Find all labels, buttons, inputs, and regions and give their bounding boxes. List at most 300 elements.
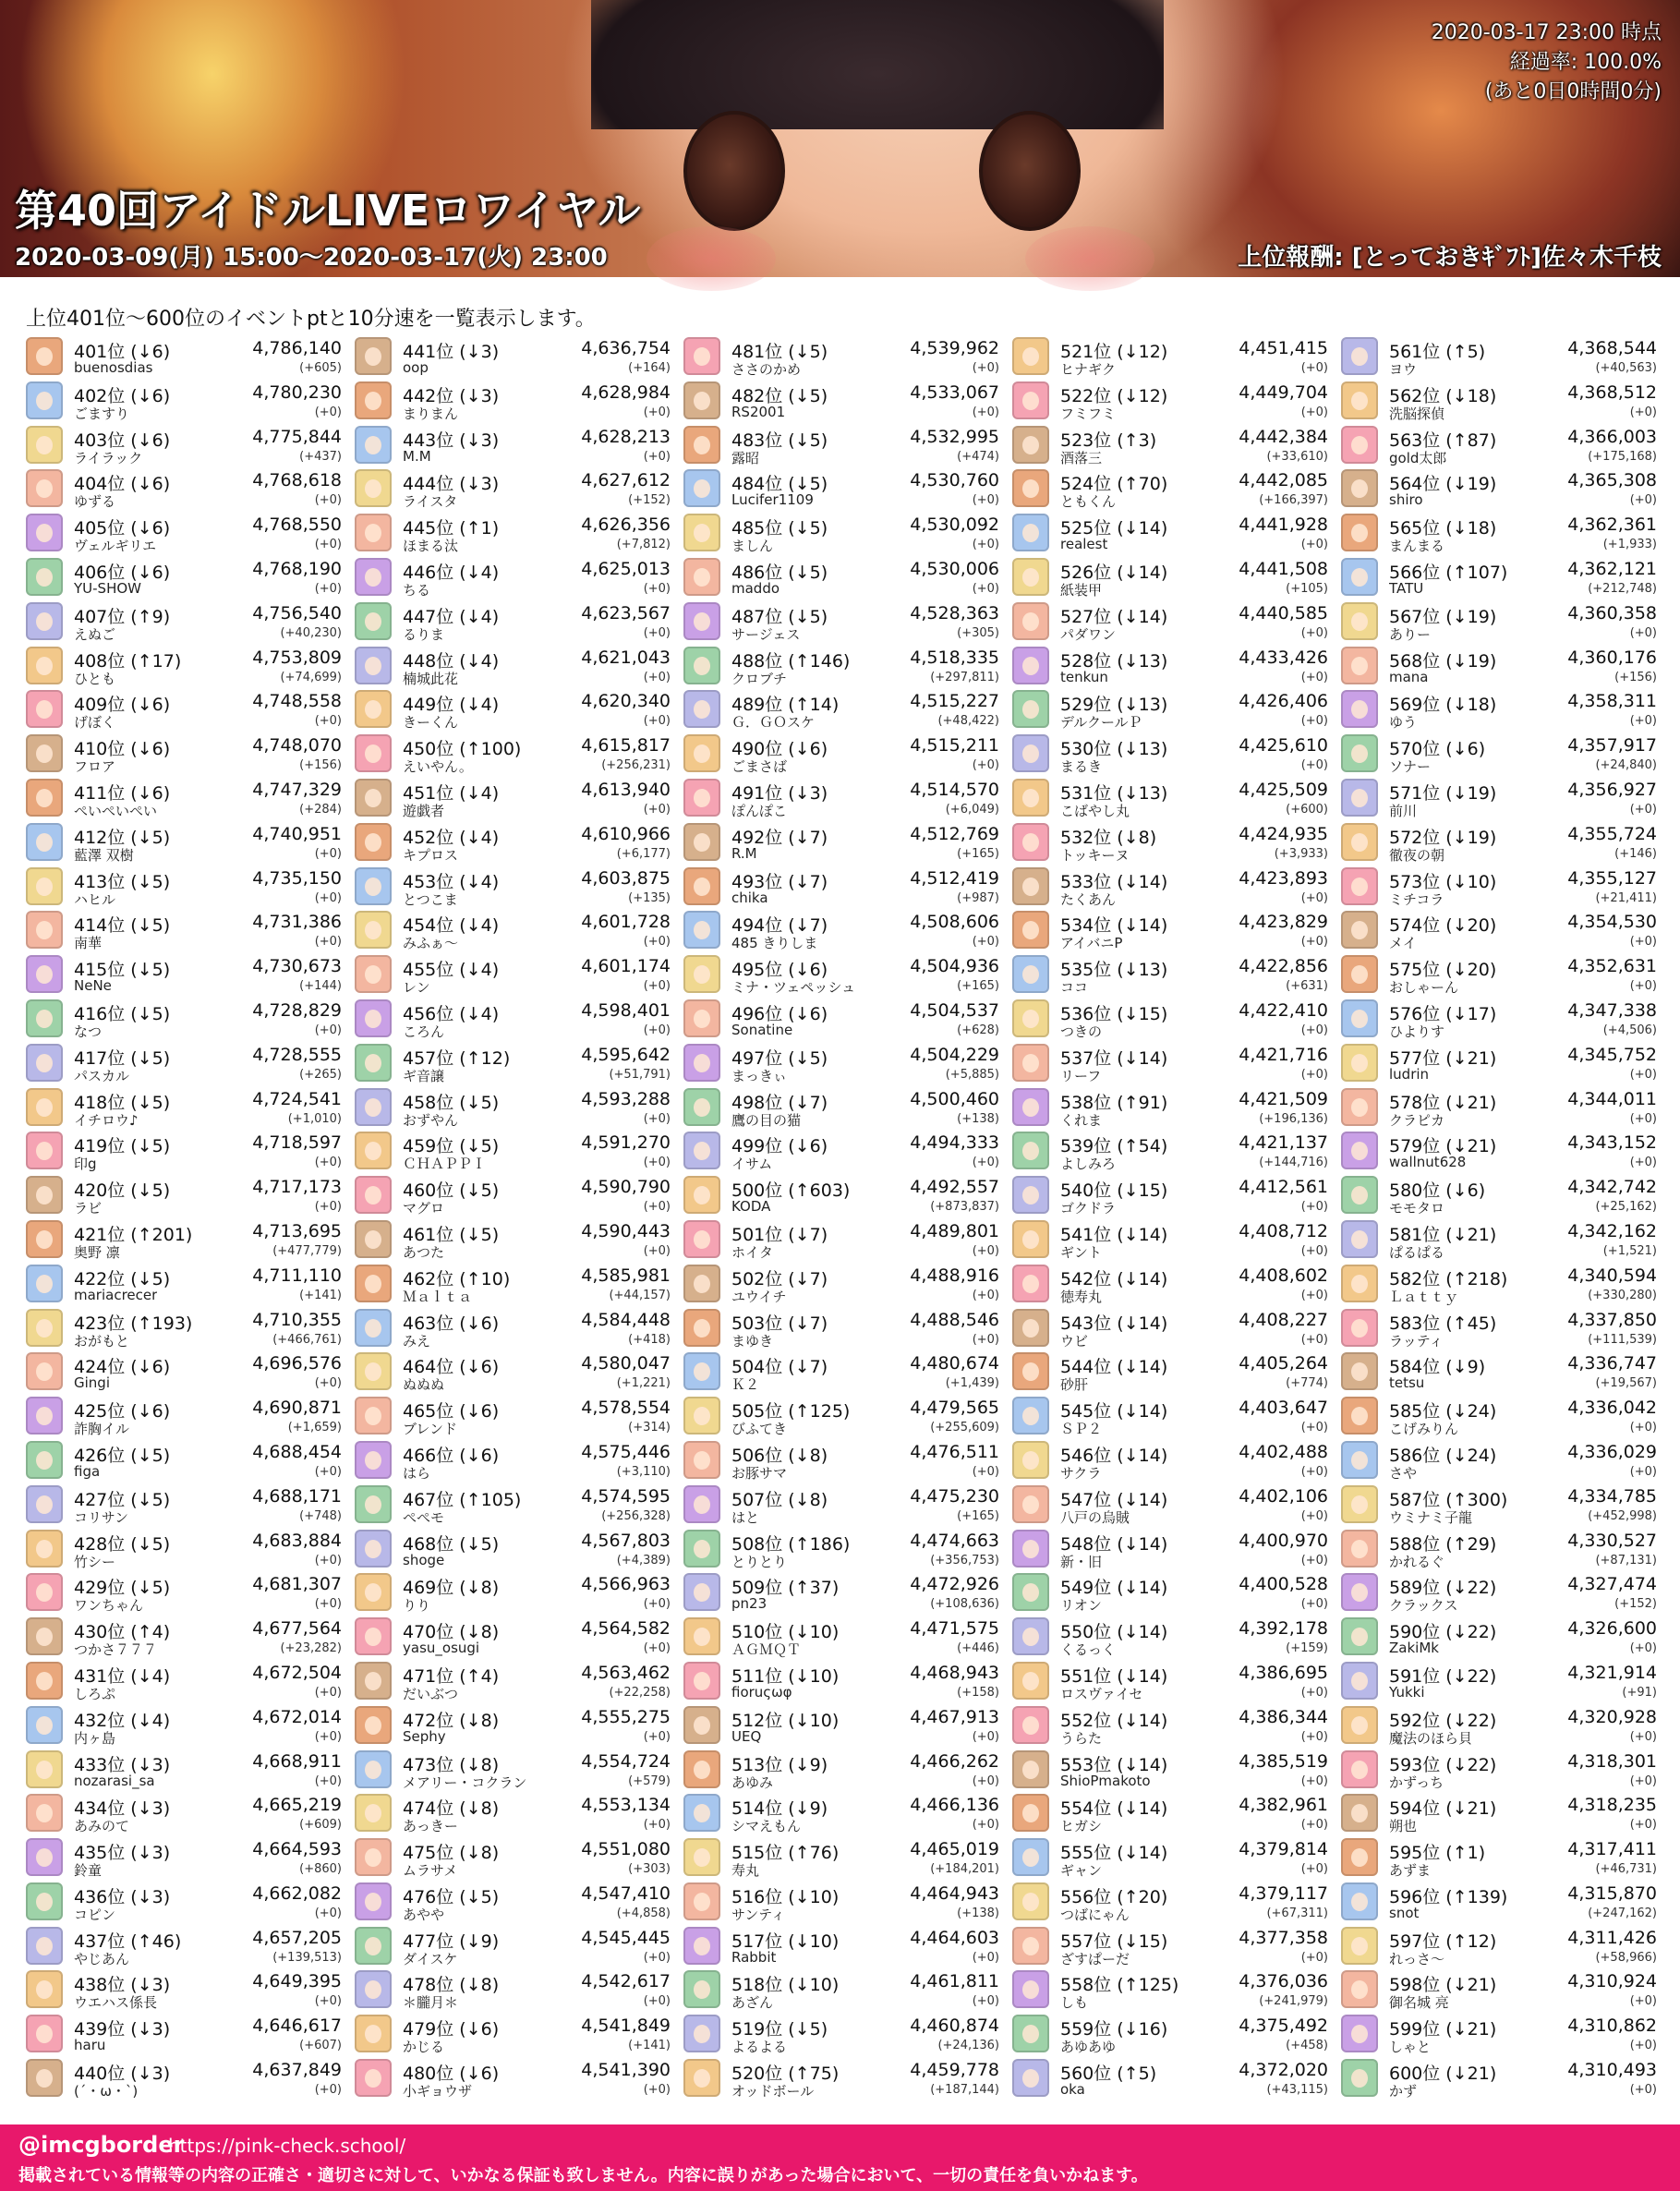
ten-minute-speed: (+0) bbox=[314, 1729, 342, 1744]
idol-avatar-icon bbox=[355, 1132, 392, 1169]
ranking-entry bbox=[22, 1262, 344, 1306]
ranking-entry bbox=[1009, 1527, 1330, 1571]
ranking-entry bbox=[351, 1659, 672, 1703]
event-points: 4,400,970 bbox=[1239, 1530, 1328, 1551]
ranking-entry bbox=[22, 1041, 344, 1085]
idol-avatar-icon bbox=[26, 1397, 63, 1434]
producer-name: tetsu bbox=[1389, 1374, 1425, 1392]
ranking-entry bbox=[351, 1483, 672, 1527]
event-points: 4,423,829 bbox=[1239, 912, 1328, 933]
idol-avatar-icon bbox=[1341, 1750, 1378, 1788]
ten-minute-speed: (+212,748) bbox=[1588, 581, 1657, 596]
ten-minute-speed: (+111,539) bbox=[1588, 1332, 1657, 1347]
event-points: 4,440,585 bbox=[1239, 602, 1328, 623]
ranking-entry bbox=[1009, 1924, 1330, 1968]
rank-label: 452位 (↓4) bbox=[403, 827, 500, 848]
rank-label: 426位 (↓5) bbox=[74, 1445, 171, 1466]
producer-name: イチロウ♪ bbox=[74, 1111, 139, 1129]
producer-name: snot bbox=[1389, 1904, 1420, 1921]
event-points: 4,489,801 bbox=[910, 1220, 999, 1241]
rank-label: 432位 (↓4) bbox=[74, 1710, 171, 1731]
rank-label: 414位 (↓5) bbox=[74, 915, 171, 937]
producer-name: ウビ bbox=[1060, 1332, 1089, 1350]
idol-avatar-icon bbox=[355, 1838, 392, 1876]
ten-minute-speed: (+0) bbox=[1629, 2083, 1657, 2098]
ten-minute-speed: (+466,761) bbox=[272, 1332, 342, 1347]
ten-minute-speed: (+0) bbox=[1629, 1641, 1657, 1656]
ten-minute-speed: (+873,837) bbox=[930, 1200, 999, 1215]
producer-name: ロスヴァイセ bbox=[1060, 1685, 1143, 1702]
idol-avatar-icon bbox=[26, 647, 63, 684]
idol-avatar-icon bbox=[1341, 1397, 1378, 1434]
rank-label: 463位 (↓6) bbox=[403, 1313, 500, 1334]
event-points: 4,515,227 bbox=[910, 691, 999, 712]
event-points: 4,574,595 bbox=[581, 1485, 671, 1507]
idol-avatar-icon bbox=[1341, 1706, 1378, 1744]
ranking-entry bbox=[351, 1924, 672, 1968]
ten-minute-speed: (+0) bbox=[643, 979, 671, 994]
idol-avatar-icon bbox=[1341, 823, 1378, 861]
ten-minute-speed: (+0) bbox=[972, 1950, 999, 1965]
ten-minute-speed: (+860) bbox=[299, 1862, 342, 1877]
idol-avatar-icon bbox=[1341, 2059, 1378, 2097]
ten-minute-speed: (+144) bbox=[299, 979, 342, 994]
producer-name: さや bbox=[1389, 1464, 1418, 1482]
rank-label: 473位 (↓8) bbox=[403, 1754, 500, 1775]
ranking-entry bbox=[1337, 1041, 1659, 1085]
producer-name: まるき bbox=[1060, 758, 1103, 776]
producer-name: れっさ〜 bbox=[1389, 1950, 1445, 1967]
producer-name: chika bbox=[731, 889, 768, 906]
event-points: 4,711,110 bbox=[252, 1265, 342, 1286]
intro-text: 上位401位〜600位のイベントptと10分速を一覧表示します。 bbox=[26, 308, 596, 331]
event-points: 4,585,981 bbox=[581, 1265, 671, 1286]
ranking-entry bbox=[22, 1085, 344, 1130]
ten-minute-speed: (+314) bbox=[628, 1421, 671, 1435]
producer-name: あゆあゆ bbox=[1060, 2039, 1117, 2056]
producer-name: リオン bbox=[1060, 1597, 1102, 1615]
event-points: 4,696,576 bbox=[252, 1353, 342, 1374]
ranking-entry bbox=[680, 997, 1001, 1041]
event-points: 4,460,874 bbox=[910, 2015, 999, 2037]
rank-label: 566位 (↑107) bbox=[1389, 562, 1508, 583]
event-points: 4,677,564 bbox=[252, 1618, 342, 1640]
rank-label: 556位 (↑20) bbox=[1060, 1886, 1168, 1907]
event-points: 4,379,117 bbox=[1239, 1882, 1328, 1904]
rank-label: 422位 (↓5) bbox=[74, 1268, 171, 1289]
idol-avatar-icon bbox=[1012, 1176, 1049, 1214]
producer-name: ぽんぽこ bbox=[731, 802, 788, 819]
ranking-entry bbox=[351, 1967, 672, 2012]
ten-minute-speed: (+0) bbox=[972, 935, 999, 950]
idol-avatar-icon bbox=[1341, 999, 1378, 1037]
ten-minute-speed: (+0) bbox=[643, 449, 671, 464]
twitter-account-link[interactable]: @imcgborder bbox=[18, 2132, 185, 2158]
idol-avatar-icon bbox=[1012, 823, 1049, 861]
ten-minute-speed: (+0) bbox=[314, 1553, 342, 1568]
ten-minute-speed: (+0) bbox=[1629, 1067, 1657, 1082]
ten-minute-speed: (+0) bbox=[643, 2083, 671, 2098]
event-points: 4,625,013 bbox=[581, 558, 671, 579]
ten-minute-speed: (+452,998) bbox=[1588, 1508, 1657, 1523]
ranking-entry bbox=[680, 2012, 1001, 2056]
ranking-entry bbox=[351, 776, 672, 820]
event-points: 4,356,927 bbox=[1567, 779, 1657, 800]
ranking-entry bbox=[22, 1791, 344, 1835]
idol-avatar-icon bbox=[1012, 734, 1049, 772]
ten-minute-speed: (+0) bbox=[1300, 1067, 1328, 1082]
event-points: 4,566,963 bbox=[581, 1574, 671, 1595]
event-points: 4,326,600 bbox=[1567, 1618, 1657, 1640]
ranking-entry bbox=[1337, 1438, 1659, 1483]
idol-avatar-icon bbox=[1012, 1352, 1049, 1390]
event-points: 4,405,264 bbox=[1239, 1353, 1328, 1374]
ranking-column bbox=[680, 334, 1001, 2100]
ranking-entry bbox=[680, 1791, 1001, 1835]
ranking-entry bbox=[351, 379, 672, 423]
ten-minute-speed: (+0) bbox=[314, 538, 342, 552]
ranking-entry bbox=[1009, 908, 1330, 952]
ranking-entry bbox=[1337, 1880, 1659, 1924]
rank-label: 555位 (↓14) bbox=[1060, 1843, 1168, 1864]
event-points: 4,683,884 bbox=[252, 1530, 342, 1551]
event-points: 4,311,426 bbox=[1567, 1927, 1657, 1948]
rank-label: 501位 (↓7) bbox=[731, 1224, 828, 1245]
producer-name: ライラック bbox=[74, 449, 143, 466]
rank-label: 568位 (↓19) bbox=[1389, 650, 1497, 672]
producer-name: ＣＨＡＰＰＩ bbox=[403, 1156, 487, 1173]
event-points: 4,567,803 bbox=[581, 1530, 671, 1551]
idol-avatar-icon bbox=[26, 381, 63, 419]
producer-name: ごますり bbox=[74, 405, 130, 422]
idol-avatar-icon bbox=[683, 1441, 720, 1479]
ranking-entry bbox=[22, 865, 344, 909]
producer-name: ともくん bbox=[1060, 493, 1117, 511]
ranking-entry bbox=[1009, 466, 1330, 511]
banner-illustration-blush bbox=[647, 226, 776, 291]
rank-label: 511位 (↓10) bbox=[731, 1665, 840, 1687]
ten-minute-speed: (+5,885) bbox=[945, 1067, 999, 1082]
ranking-entry bbox=[351, 599, 672, 644]
event-points: 4,451,415 bbox=[1239, 338, 1328, 358]
ten-minute-speed: (+164) bbox=[628, 361, 671, 375]
idol-avatar-icon bbox=[355, 779, 392, 817]
idol-avatar-icon bbox=[355, 1970, 392, 2008]
rank-label: 442位 (↓3) bbox=[403, 385, 500, 406]
event-points: 4,628,213 bbox=[581, 426, 671, 447]
rank-label: 410位 (↓6) bbox=[74, 739, 171, 760]
rank-label: 420位 (↓5) bbox=[74, 1180, 171, 1202]
ten-minute-speed: (+0) bbox=[1629, 1111, 1657, 1126]
idol-avatar-icon bbox=[1012, 1397, 1049, 1434]
ranking-entry bbox=[1337, 952, 1659, 997]
ranking-entry bbox=[1009, 599, 1330, 644]
producer-name: ユウイチ bbox=[731, 1288, 787, 1305]
ranking-entry bbox=[1009, 1085, 1330, 1130]
producer-name: ゆずる bbox=[74, 493, 116, 511]
ranking-entry bbox=[22, 1570, 344, 1615]
rank-label: 531位 (↓13) bbox=[1060, 782, 1168, 804]
rank-label: 587位 (↑300) bbox=[1389, 1489, 1508, 1510]
producer-name: ゴクドラ bbox=[1060, 1200, 1117, 1217]
idol-avatar-icon bbox=[683, 647, 720, 684]
rank-label: 415位 (↓5) bbox=[74, 960, 171, 981]
producer-name: かずっち bbox=[1389, 1773, 1444, 1791]
ranking-entry bbox=[1009, 1217, 1330, 1262]
ten-minute-speed: (+330,280) bbox=[1588, 1288, 1657, 1302]
ten-minute-speed: (+0) bbox=[1300, 714, 1328, 729]
ranking-entry bbox=[351, 2056, 672, 2100]
ten-minute-speed: (+0) bbox=[1629, 2039, 1657, 2053]
ranking-entry bbox=[351, 1615, 672, 1659]
idol-avatar-icon bbox=[683, 1970, 720, 2008]
idol-avatar-icon bbox=[1341, 1838, 1378, 1876]
rank-label: 403位 (↓6) bbox=[74, 430, 171, 451]
rank-label: 582位 (↑218) bbox=[1389, 1268, 1508, 1289]
ten-minute-speed: (+256,231) bbox=[601, 758, 671, 773]
rank-label: 586位 (↓24) bbox=[1389, 1445, 1497, 1466]
producer-name: かれるぐ bbox=[1389, 1553, 1445, 1570]
producer-name: かず bbox=[1389, 2083, 1418, 2100]
rank-label: 530位 (↓13) bbox=[1060, 739, 1168, 760]
producer-name: yasu_osugi bbox=[403, 1640, 480, 1657]
event-points: 4,514,570 bbox=[910, 779, 999, 800]
ten-minute-speed: (+0) bbox=[314, 405, 342, 419]
producer-name: フロア bbox=[74, 758, 116, 776]
producer-name: やじあん bbox=[74, 1950, 130, 1967]
producer-name: えいやん。 bbox=[403, 758, 473, 776]
event-points: 4,601,174 bbox=[581, 956, 671, 977]
idol-avatar-icon bbox=[26, 1794, 63, 1832]
producer-name: ごまさば bbox=[731, 758, 788, 776]
producer-name: しゃと bbox=[1389, 2039, 1432, 2056]
producer-name: buenosdias bbox=[74, 359, 153, 376]
event-points: 4,479,565 bbox=[910, 1398, 999, 1419]
idol-avatar-icon bbox=[1012, 867, 1049, 905]
rank-label: 475位 (↓8) bbox=[403, 1843, 500, 1864]
ten-minute-speed: (+256,328) bbox=[601, 1508, 671, 1523]
event-points: 4,542,617 bbox=[581, 1971, 671, 1992]
event-points: 4,731,386 bbox=[252, 912, 342, 933]
rank-label: 436位 (↓3) bbox=[74, 1886, 171, 1907]
event-points: 4,425,509 bbox=[1239, 779, 1328, 800]
idol-avatar-icon bbox=[683, 1617, 720, 1655]
producer-name: ShioPmakoto bbox=[1060, 1772, 1151, 1789]
event-points: 4,748,558 bbox=[252, 691, 342, 712]
event-points: 4,768,550 bbox=[252, 514, 342, 536]
event-banner bbox=[0, 0, 1680, 277]
idol-avatar-icon bbox=[1012, 647, 1049, 684]
producer-name: おがもと bbox=[74, 1332, 130, 1350]
ranking-entry bbox=[351, 511, 672, 555]
ranking-entry bbox=[351, 1703, 672, 1748]
ranking-entry bbox=[351, 1527, 672, 1571]
producer-name: ZakiMk bbox=[1389, 1640, 1439, 1657]
ten-minute-speed: (+0) bbox=[314, 2083, 342, 2098]
ten-minute-speed: (+7,812) bbox=[616, 538, 671, 552]
producer-name: ミナ・ツェペッシュ bbox=[731, 979, 856, 997]
rank-label: 600位 (↓21) bbox=[1389, 2064, 1497, 2085]
producer-name: るりま bbox=[403, 625, 445, 643]
event-points: 4,603,875 bbox=[581, 867, 671, 889]
ranking-entry bbox=[22, 997, 344, 1041]
producer-name: 前川 bbox=[1389, 802, 1418, 819]
event-points: 4,336,747 bbox=[1567, 1353, 1657, 1374]
ranking-entry bbox=[1009, 334, 1330, 379]
event-points: 4,590,790 bbox=[581, 1177, 671, 1198]
idol-avatar-icon bbox=[683, 1309, 720, 1347]
rank-label: 576位 (↓17) bbox=[1389, 1003, 1497, 1024]
event-points: 4,310,493 bbox=[1567, 2060, 1657, 2081]
producer-name: まんまる bbox=[1389, 538, 1445, 555]
rank-label: 533位 (↓14) bbox=[1060, 871, 1168, 892]
idol-avatar-icon bbox=[1012, 514, 1049, 551]
rank-label: 596位 (↑139) bbox=[1389, 1886, 1508, 1907]
event-points: 4,627,612 bbox=[581, 470, 671, 491]
ranking-entry bbox=[1009, 2056, 1330, 2100]
event-points: 4,379,814 bbox=[1239, 1839, 1328, 1860]
producer-name: しろぷ bbox=[74, 1685, 116, 1702]
idol-avatar-icon bbox=[1341, 1573, 1378, 1611]
ten-minute-speed: (+156) bbox=[299, 758, 342, 773]
rank-label: 595位 (↑1) bbox=[1389, 1843, 1486, 1864]
ranking-entry bbox=[680, 1527, 1001, 1571]
rank-label: 493位 (↓7) bbox=[731, 871, 828, 892]
ranking-entry bbox=[22, 1924, 344, 1968]
ten-minute-speed: (+0) bbox=[314, 846, 342, 861]
rank-label: 515位 (↑76) bbox=[731, 1843, 840, 1864]
rank-label: 540位 (↓15) bbox=[1060, 1180, 1168, 1202]
ten-minute-speed: (+0) bbox=[972, 361, 999, 375]
producer-name: ぬぬぬ bbox=[403, 1376, 445, 1394]
ranking-entry bbox=[351, 334, 672, 379]
event-points: 4,355,724 bbox=[1567, 823, 1657, 844]
producer-name: 竹シー bbox=[74, 1553, 116, 1570]
ten-minute-speed: (+44,157) bbox=[609, 1288, 671, 1302]
event-points: 4,377,358 bbox=[1239, 1927, 1328, 1948]
event-points: 4,368,512 bbox=[1567, 381, 1657, 403]
producer-name: oka bbox=[1060, 2081, 1085, 2099]
producer-name: ソナー bbox=[1389, 758, 1432, 776]
event-points: 4,598,401 bbox=[581, 999, 671, 1021]
idol-avatar-icon bbox=[355, 1044, 392, 1082]
rank-label: 423位 (↑193) bbox=[74, 1313, 193, 1334]
producer-name: ありー bbox=[1389, 625, 1432, 643]
producer-name: haru bbox=[74, 2037, 106, 2054]
event-points: 4,649,395 bbox=[252, 1971, 342, 1992]
rank-label: 590位 (↓22) bbox=[1389, 1622, 1497, 1643]
ranking-entry bbox=[22, 466, 344, 511]
producer-name: つきの bbox=[1060, 1023, 1103, 1040]
producer-name: 徹夜の朝 bbox=[1389, 846, 1445, 864]
rank-label: 437位 (↑46) bbox=[74, 1931, 182, 1952]
producer-name: サンティ bbox=[731, 1906, 786, 1923]
rank-label: 548位 (↓14) bbox=[1060, 1533, 1168, 1555]
ten-minute-speed: (+0) bbox=[1629, 1464, 1657, 1479]
idol-avatar-icon bbox=[26, 1927, 63, 1965]
rank-label: 597位 (↑12) bbox=[1389, 1931, 1497, 1952]
ranking-entry bbox=[680, 1085, 1001, 1130]
ranking-entry bbox=[680, 1306, 1001, 1350]
idol-avatar-icon bbox=[1341, 1794, 1378, 1832]
idol-avatar-icon bbox=[355, 1617, 392, 1655]
producer-name: つばにゃん bbox=[1060, 1906, 1130, 1923]
ten-minute-speed: (+477,779) bbox=[272, 1243, 342, 1258]
ten-minute-speed: (+0) bbox=[314, 1773, 342, 1788]
idol-avatar-icon bbox=[683, 1352, 720, 1390]
event-points: 4,342,162 bbox=[1567, 1220, 1657, 1241]
event-points: 4,465,019 bbox=[910, 1839, 999, 1860]
rank-label: 413位 (↓5) bbox=[74, 871, 171, 892]
ten-minute-speed: (+135) bbox=[628, 890, 671, 905]
rank-label: 411位 (↓6) bbox=[74, 782, 171, 804]
idol-avatar-icon bbox=[355, 381, 392, 419]
ten-minute-speed: (+0) bbox=[1629, 405, 1657, 419]
ranking-entry bbox=[680, 1394, 1001, 1438]
ten-minute-speed: (+4,389) bbox=[616, 1553, 671, 1568]
rank-label: 407位 (↑9) bbox=[74, 606, 171, 627]
idol-avatar-icon bbox=[355, 1088, 392, 1126]
idol-avatar-icon bbox=[1012, 1573, 1049, 1611]
ten-minute-speed: (+4,858) bbox=[616, 1906, 671, 1920]
rank-label: 405位 (↓6) bbox=[74, 518, 171, 539]
site-url-link[interactable]: https://pink-check.school/ bbox=[168, 2135, 406, 2157]
idol-avatar-icon bbox=[1012, 1088, 1049, 1126]
rank-label: 497位 (↓5) bbox=[731, 1047, 828, 1069]
idol-avatar-icon bbox=[355, 1220, 392, 1258]
ten-minute-speed: (+4,506) bbox=[1602, 1023, 1657, 1037]
ten-minute-speed: (+356,753) bbox=[930, 1553, 999, 1568]
event-points: 4,735,150 bbox=[252, 867, 342, 889]
event-points: 4,402,488 bbox=[1239, 1441, 1328, 1462]
ten-minute-speed: (+0) bbox=[972, 1729, 999, 1744]
ranking-entry bbox=[1337, 1394, 1659, 1438]
rank-label: 567位 (↓19) bbox=[1389, 606, 1497, 627]
ranking-entry bbox=[22, 952, 344, 997]
ten-minute-speed: (+0) bbox=[643, 625, 671, 640]
rank-label: 490位 (↓6) bbox=[731, 739, 828, 760]
producer-name: ラッティ bbox=[1389, 1332, 1444, 1350]
ten-minute-speed: (+0) bbox=[1300, 1464, 1328, 1479]
ranking-entry bbox=[680, 1262, 1001, 1306]
event-points: 4,466,136 bbox=[910, 1795, 999, 1816]
idol-avatar-icon bbox=[26, 2059, 63, 2097]
producer-name: KODA bbox=[731, 1198, 771, 1216]
idol-avatar-icon bbox=[1012, 558, 1049, 596]
producer-name: R.M bbox=[731, 844, 757, 862]
ten-minute-speed: (+0) bbox=[1300, 670, 1328, 684]
producer-name: レン bbox=[403, 979, 430, 997]
ranking-entry bbox=[1009, 1659, 1330, 1703]
ranking-entry bbox=[1337, 599, 1659, 644]
idol-avatar-icon bbox=[355, 1882, 392, 1920]
rank-label: 416位 (↓5) bbox=[74, 1003, 171, 1024]
rank-label: 428位 (↓5) bbox=[74, 1533, 171, 1555]
rank-label: 509位 (↑37) bbox=[731, 1578, 840, 1599]
ten-minute-speed: (+23,282) bbox=[280, 1641, 342, 1656]
ten-minute-speed: (+0) bbox=[1300, 625, 1328, 640]
rank-label: 408位 (↑17) bbox=[74, 650, 182, 672]
rank-label: 435位 (↓3) bbox=[74, 1843, 171, 1864]
ten-minute-speed: (+0) bbox=[1300, 1773, 1328, 1788]
event-points: 4,515,211 bbox=[910, 735, 999, 757]
ten-minute-speed: (+458) bbox=[1286, 2039, 1328, 2053]
ranking-entry bbox=[1009, 1129, 1330, 1173]
ranking-entry bbox=[1009, 776, 1330, 820]
event-points: 4,318,301 bbox=[1567, 1750, 1657, 1772]
ranking-entry bbox=[351, 466, 672, 511]
ten-minute-speed: (+0) bbox=[1629, 625, 1657, 640]
